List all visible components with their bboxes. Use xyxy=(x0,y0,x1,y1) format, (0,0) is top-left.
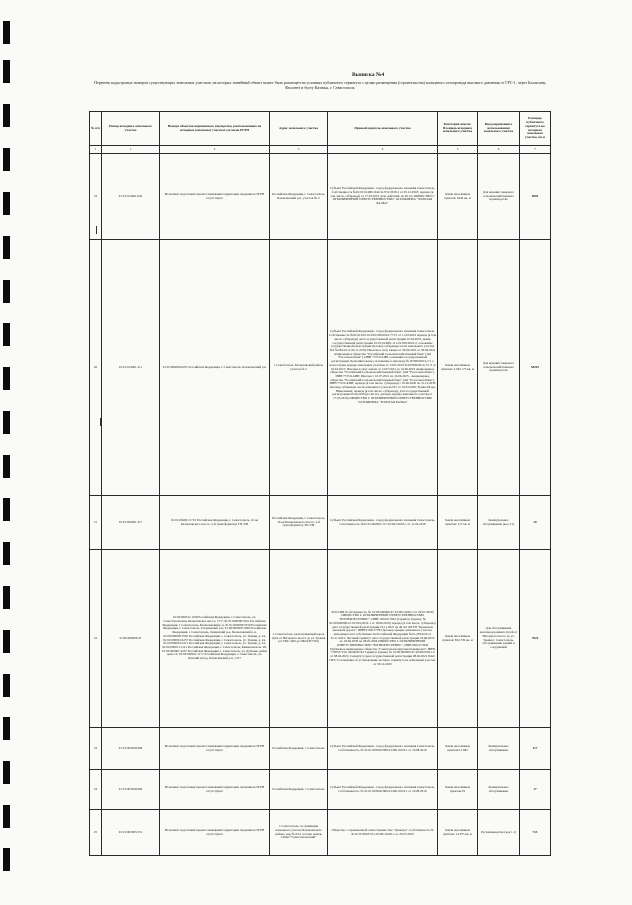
scanner-edge-marks xyxy=(0,0,16,905)
address-cell: г. Севастополь, за границами земельного участка Балаклавского района, под № 63 в составе земель СОАО "Севастопольский" xyxy=(270,810,328,856)
header-cell: Вид разрешенного использования земельного участка xyxy=(478,112,520,146)
use-cell: Для ведения товарного сельскохозяйственного производства xyxy=(478,240,520,496)
owner-cell: Субъект Российской Федерации - город федерального значения Севастополь, Собственность, № 91:01:003020:966-91/001/2019-1 от 19.08.2019 xyxy=(328,770,438,810)
servitude-area: 6905 xyxy=(520,154,551,240)
table-row xyxy=(90,728,551,770)
column-number: 1 xyxy=(102,146,160,154)
header-cell: № п/п xyxy=(90,112,102,146)
parcel-number: 91:01:003020:966 xyxy=(102,770,160,810)
row-number: 24 xyxy=(90,770,102,810)
category-cell: Земли населённых пунктов/ 2 942 175 кв. м xyxy=(438,240,478,496)
table-row xyxy=(90,550,551,728)
row-number: 19 xyxy=(90,154,102,240)
servitude-area: 7824 xyxy=(520,550,551,728)
owner-cell: РОССИЯ (Собственность, № 91:00:000000:47-91/001/2020-3 от 29.07.2020) ОБЩЕСТВО С ОГРАНИЧЕННОЙ ОТВЕТСТВЕННОСТЬЮ "ЮГНЕФТЕСЕРВИС", ИНН: 9201017843 (Сервитут (право), № 91:00:000000:47-91/001/2019-1 от 18.06.2019) Аренда (в том числе, субаренда) дата государственной регистрации 19.11.2021 на 49 лет ФГУП "Крымская железная дорога", ИНН 9102157783 Договор аренды земельного участка, находящегося в собственности Российской Федерации №01-259/6/20 от 01.11.2021; Частный сервитут дата государственной регистрации 18.06.2019 по 18.06.2039 по 28.05.2069 ОБЩЕСТВО С ОГРАНИЧЕННОЙ ОТВЕТСТВЕННОСТЬЮ "ЮГНЕФТЕСЕРВИС", ИНН 9201017843 Публичное акционерное общество "Севастопольэнергомонтажпроект", ИНН 7709357150, 9204020742 Сервитут (право) № 91:00:000000:47-92/002/2021-4 от 08.04.2021; Сервитут (срок государственной регистрации 08.04.2021 ПАО ПРТ, 'Соглашение об установлении частного сервитута на земельный участок' от 30.12.2020 xyxy=(328,550,438,728)
category-cell: Земли населённых пунктов/13 682 xyxy=(438,728,478,770)
scan-artifact-mark xyxy=(96,226,97,234)
objects-cell: На момент подготовки проекта межевания территории сведения из ЕГРН отсутствуют xyxy=(160,770,270,810)
owner-cell: Субъект Российской Федерации - город федерального значения Севастополь, Собственность №91:01:014001:642-91/031/2018-1 от 05.12.2018; Аренда (в том числе, субаренда) от 17.03.2019 срок действия: на 49 лет ОБЩЕСТВО С ОГРАНИЧЕННОЙ ОТВЕТСТВЕННОСТЬЮ "АГРОФИРМА "ЗОЛОТАЯ БАЛКА" xyxy=(328,154,438,240)
column-number: 2 xyxy=(160,146,270,154)
parcel-number: 91:01:014001:642 xyxy=(102,154,160,240)
row-number: 20 xyxy=(90,240,102,496)
parcel-table xyxy=(89,111,551,856)
appendix-title: Выписка №4 xyxy=(352,72,385,78)
column-number-row xyxy=(90,146,551,154)
header-cell: Категория земель/Площадь исходного земельного участка xyxy=(438,112,478,146)
table-row xyxy=(90,240,551,496)
category-cell: Земли населённых пунктов/19 xyxy=(438,770,478,810)
servitude-area: 117 xyxy=(520,728,551,770)
parcel-number: 91:01:003020:968 xyxy=(102,728,160,770)
parcel-number: 91:01:014001:111 xyxy=(102,240,160,496)
servitude-area: 20 xyxy=(520,496,551,550)
category-cell: Земли населённых пунктов/ 834 729 кв. м xyxy=(438,550,478,728)
use-cell: Коммунальное обслуживание xyxy=(478,770,520,810)
header-cell: Площадь публичного сервитута на исходном земельном участке, кв.м xyxy=(520,112,551,146)
servitude-area: 713 xyxy=(520,810,551,856)
header-cell: Номер исходного земельного участка xyxy=(102,112,160,146)
use-cell: Растениеводство (код 1.1) xyxy=(478,810,520,856)
owner-cell: Общество с ограниченной ответственностью "Деметра", Собственность № 91:01:013003:331-91/001/2020-1 от 23.07.2020 xyxy=(328,810,438,856)
header-cell: Правообладатель земельного участка xyxy=(328,112,438,146)
column-number: 7 xyxy=(520,146,551,154)
category-cell: Земли населённых пунктов/ 14 975 кв. м xyxy=(438,810,478,856)
servitude-area: 58245 xyxy=(520,240,551,496)
table-row xyxy=(90,810,551,856)
header-cell: Адрес земельного участка xyxy=(270,112,328,146)
address-cell: Российская Федерация, г. Севастополь, 10-ая Балаклавского шоссе, 2-й трансформатор ТП-338 xyxy=(270,496,328,550)
category-cell: Земли населённых пунктов/ 4439 кв. м xyxy=(438,154,478,240)
row-number: 25 xyxy=(90,810,102,856)
parcel-number: 91:00:000000:47 xyxy=(102,550,160,728)
column-number: 1 xyxy=(90,146,102,154)
objects-cell: На момент подготовки проекта межевания территории сведения из ЕГРН отсутствуют xyxy=(160,728,270,770)
address-cell: Российская Федерация, г. Севастополь xyxy=(270,728,328,770)
use-cell: Для обслуживания железнодорожных путей от Нагорного шоссе до ул. Травня г. Севастополь, обслуживания зданий и сооружений xyxy=(478,550,520,728)
column-number: 3 xyxy=(270,146,328,154)
row-number: 22 xyxy=(90,550,102,728)
column-number: 6 xyxy=(478,146,520,154)
use-cell: Коммунальное обслуживание (код 3.1) xyxy=(478,496,520,550)
objects-cell: 91:01:000000:6231 Российская Федерация, г. Севастополь, Балаклавский р-н xyxy=(160,240,270,496)
table-row xyxy=(90,770,551,810)
objects-cell: На момент подготовки проекта межевания территории сведения из ЕГРН отсутствуют xyxy=(160,810,270,856)
objects-cell: 91:02:000011:1108 Российская Федерация, г. Севастополь, ул. Севастопольская, Балаклавское шоссе, 17/7; 91:01:000000:5561 Российская Федерация, г. Севастополь, Балаклавский р-н, 91:01:000000:5559 Российская Федерация, г. Севастополь, Гагаринский р-н; 91:00:000000:1060 Российская Федерация, г. Севастополь, Ленинский р-н, Балаклавский р-н, 91:00:000000:5565 Российская Федерация, г. Севастополь, ул. Травня, д. 24, 91:02:000001:4257 Российская Федерация, г. Севастополь, ул. Травня, д. 24, 91:02:000001:4111 Российская Федерация, г. Севастополь, ул. Травня, д. 24, 91:02:000011:1121 Российская Федерация, г. Севастополь, Камышовое ш. 28, 91:02:000001:4237 Российская Федерация, г. Севастополь, ул. Дубовая, район дома 10, 91:02:000011:1177 Российская Федерация, г. Севастополь, ул. Казачий хутор, Балаклавский р-н, 1317 xyxy=(160,550,270,728)
objects-cell: 91:01:062001:1710 Российская Федерация, г. Севастополь, 10-ая Балаклавского шоссе, 2-й трансформатор ТП-338 xyxy=(160,496,270,550)
address-cell: Российская Федерация, г. Севастополь, Балаклавский р-н, участок № 2 xyxy=(270,154,328,240)
header-cell: Номера объектов недвижимого имущества, расположенных на исходных земельных участках согласно ЕГРН xyxy=(160,112,270,146)
address-cell: Российская Федерация, г. Севастополь xyxy=(270,770,328,810)
owner-cell: Субъект Российской Федерации - город федерального значения Севастополь, Собственность №91:01:062001:117-91/001/2018-1 от 11.04.2018 xyxy=(328,496,438,550)
owner-cell: Субъект Российской Федерации - город федерального значения Севастополь, Собственность №91/01/001-01/001/038/2016-773/1 от 11.03.2016 Аренда (в том числе, субаренда) дата государственной регистрации 10.04.2019, номер государственной регистрации 91:01:014001:111-91/030/2019-2, основание государственной регистрации Договор субаренды части земельного участка №2 №184/19 от 06.11.2019; Ипотека в силу закона от 30.06.2021 от 30.06.2021 Акционерное общество "Российский Сельскохозяйственный банк" (АО "Россельхозбанк"), ИНН 7725114488, основание государственной регистрации: Дополнительное соглашение к Договору №197900/0014-7/1 о залоге права аренды земельных участков от 14.05.2019 №197900/0014-7/1/3 от 16.02.2021; Ипотека в силу закона от 14.07.2021 до 16.06.2023 Акционерное общество "Российский Сельскохозяйственный банк" (АО "Россельхозбанк"), ИНН 7725114488; Ипотека с 16.07.2021 по 16.06.2025 - Акционерное общество "Российский Сельскохозяйственный банк" (АО "Россельхозбанк"), ИНН 7725114488; Аренда (в том числе, субаренда) с 10.06.2020 по 31.12.2030 Договор субаренды части земельного участка №7 от 10.03.2020; Рушко Игорь Николаевич; Аренда (в том числе, субаренда), дата государственной регистрации 05.04.2018 (на 49 лет, договор аренды земельного участка от 17.03.2016) ОБЩЕСТВО С ОГРАНИЧЕННОЙ ОТВЕТСТВЕННОСТЬЮ "АГРОФИРМА "ЗОЛОТАЯ БАЛКА" xyxy=(328,240,438,496)
row-number: 23 xyxy=(90,728,102,770)
use-cell: Для ведения товарного сельскохозяйственного производства xyxy=(478,154,520,240)
table-row xyxy=(90,496,551,550)
objects-cell: На момент подготовки проекта межевания территории сведения из ЕГРН отсутствуют xyxy=(160,154,270,240)
use-cell: Коммунальное обслуживание xyxy=(478,728,520,770)
document-heading: Перечень кадастровых номеров существующих земельных участков, на которых линейный объект может быть размещен на условиях публичного сервитута с целью размещения (строительства) кольцевого газопровода высокого давления от ГРС-1, через Балаклаву, Фиолент и бухту Казачья, г. Севастополь xyxy=(94,80,546,90)
category-cell: Земли населённых пунктов/ 217 кв. м xyxy=(438,496,478,550)
servitude-area: 17 xyxy=(520,770,551,810)
row-number: 21 xyxy=(90,496,102,550)
address-cell: г. Севастополь, расположенный вдоль пути от Нагорного шоссе до ул. Травня (от ТВС=400 до ПК1930+550) xyxy=(270,550,328,728)
table-row xyxy=(90,154,551,240)
column-number: 5 xyxy=(438,146,478,154)
address-cell: г. Севастополь, Балаклавский район, участок № 2 xyxy=(270,240,328,496)
parcel-number: 91:01:003003:331 xyxy=(102,810,160,856)
owner-cell: Субъект Российской Федерации - город федерального значения Севастополь, Собственность, № 91:01:003020:968-91/001/2019-1 от 19.08.2019 xyxy=(328,728,438,770)
column-number: 4 xyxy=(328,146,438,154)
parcel-number: 91:01:062001:117 xyxy=(102,496,160,550)
scan-artifact-mark xyxy=(100,418,101,426)
table-header-row xyxy=(90,112,551,146)
